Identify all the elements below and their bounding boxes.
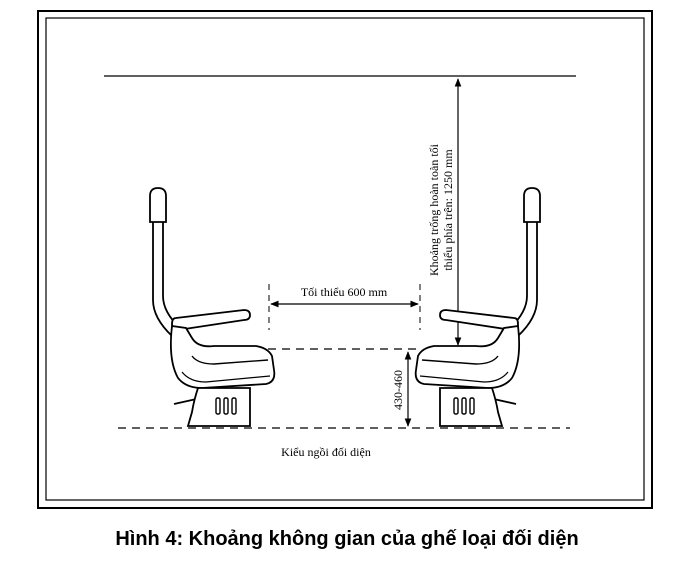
seating-type-label: Kiểu ngồi đối diện — [281, 445, 371, 459]
clearance-label-line2: thiểu phía trên: 1250 mm — [441, 149, 455, 271]
outer-frame — [38, 11, 652, 508]
left-seat — [150, 188, 274, 426]
min-distance-label: Tối thiểu 600 mm — [300, 285, 388, 299]
figure-caption: Hình 4: Khoảng không gian của ghế loại đối diện — [115, 528, 579, 550]
seat-height-label: 430-460 — [391, 370, 405, 410]
clearance-label-line1: Khoảng trống hoàn toàn tối — [427, 144, 441, 276]
